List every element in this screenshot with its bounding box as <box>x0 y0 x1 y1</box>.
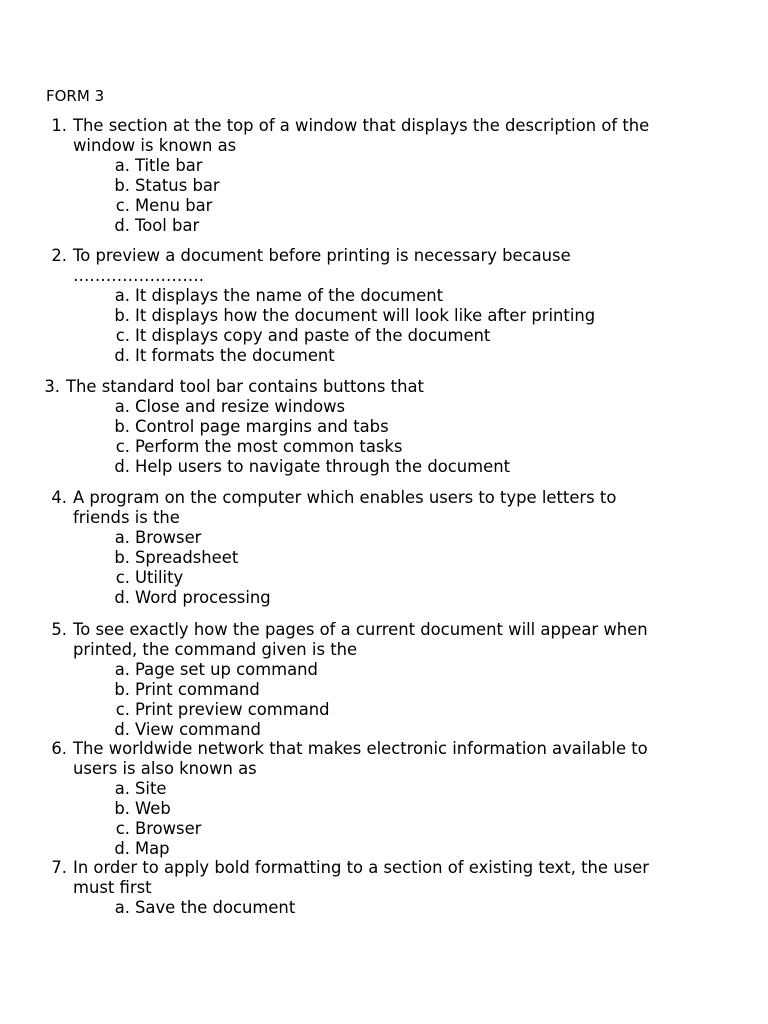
form-heading: FORM 3 <box>46 87 105 105</box>
option-text: Browser <box>135 819 202 838</box>
option-letter: c. <box>115 326 130 345</box>
question-text-line: To see exactly how the pages of a current document will appear when <box>73 620 648 639</box>
option-text: Word processing <box>135 588 271 607</box>
question-number: 6. <box>51 739 67 758</box>
answer-option <box>0 588 740 608</box>
answer-option <box>0 286 740 306</box>
answer-option <box>0 196 740 216</box>
option-text: Browser <box>135 528 202 547</box>
option-letter: a. <box>114 156 130 175</box>
option-letter: a. <box>114 898 130 917</box>
option-letter: d. <box>114 839 130 858</box>
option-text: Site <box>135 779 167 798</box>
option-letter: d. <box>114 588 130 607</box>
answer-option <box>0 819 740 839</box>
question-text-line: The section at the top of a window that displays the description of the <box>73 116 650 135</box>
option-letter: a. <box>114 528 130 547</box>
option-text: Map <box>135 839 170 858</box>
option-letter: b. <box>114 306 130 325</box>
answer-option <box>0 457 740 477</box>
question-5 <box>0 620 740 740</box>
answer-option <box>0 437 740 457</box>
question-text-line: The worldwide network that makes electronic information available to <box>73 739 648 758</box>
question-text-line: In order to apply bold formatting to a section of existing text, the user <box>73 858 649 877</box>
answer-option <box>0 680 740 700</box>
option-text: It displays how the document will look like after printing <box>135 306 596 325</box>
option-letter: a. <box>114 397 130 416</box>
option-letter: d. <box>114 346 130 365</box>
option-letter: b. <box>114 176 130 195</box>
answer-option <box>0 568 740 588</box>
option-text: View command <box>135 720 261 739</box>
option-text: Page set up command <box>135 660 318 679</box>
option-text: Save the document <box>135 898 296 917</box>
question-number: 4. <box>51 488 67 507</box>
question-number: 2. <box>51 246 67 265</box>
answer-option <box>0 326 740 346</box>
question-text-line: To preview a document before printing is necessary because <box>73 246 571 265</box>
question-text-line: …………………… <box>73 266 205 285</box>
option-text: Control page margins and tabs <box>135 417 389 436</box>
option-text: Status bar <box>135 176 220 195</box>
answer-option <box>0 700 740 720</box>
option-letter: c. <box>115 819 130 838</box>
answer-option <box>0 306 740 326</box>
option-text: Tool bar <box>135 216 200 235</box>
answer-option <box>0 548 740 568</box>
question-text-line: window is known as <box>73 136 237 155</box>
answer-option <box>0 417 740 437</box>
option-text: Help users to navigate through the document <box>135 457 511 476</box>
option-text: It displays the name of the document <box>135 286 444 305</box>
question-6 <box>0 739 740 859</box>
option-letter: a. <box>114 660 130 679</box>
answer-option <box>0 898 740 918</box>
answer-option <box>0 346 740 366</box>
option-letter: b. <box>114 799 130 818</box>
option-text: Title bar <box>135 156 203 175</box>
answer-option <box>0 216 740 236</box>
option-text: Print command <box>135 680 260 699</box>
option-text: Perform the most common tasks <box>135 437 403 456</box>
question-4 <box>0 488 740 608</box>
answer-option <box>0 799 740 819</box>
option-text: Print preview command <box>135 700 330 719</box>
answer-option <box>0 660 740 680</box>
option-letter: b. <box>114 680 130 699</box>
option-text: Utility <box>135 568 184 587</box>
option-letter: d. <box>114 720 130 739</box>
question-number: 3. <box>44 377 60 396</box>
option-letter: c. <box>115 196 130 215</box>
question-number: 7. <box>51 858 67 877</box>
option-letter: a. <box>114 779 130 798</box>
question-text-line: printed, the command given is the <box>73 640 358 659</box>
option-letter: c. <box>115 700 130 719</box>
question-text-line: The standard tool bar contains buttons that <box>66 377 424 396</box>
question-number: 1. <box>51 116 67 135</box>
question-1 <box>0 116 740 236</box>
option-text: It displays copy and paste of the document <box>135 326 491 345</box>
option-text: Menu bar <box>135 196 213 215</box>
option-letter: a. <box>114 286 130 305</box>
option-text: It formats the document <box>135 346 335 365</box>
option-text: Web <box>135 799 171 818</box>
question-7 <box>0 858 740 918</box>
question-3 <box>0 377 740 477</box>
question-text-line: friends is the <box>73 508 180 527</box>
option-text: Close and resize windows <box>135 397 346 416</box>
question-text-line: A program on the computer which enables users to type letters to <box>73 488 617 507</box>
option-letter: b. <box>114 548 130 567</box>
answer-option <box>0 720 740 740</box>
question-text-line: must first <box>73 878 152 897</box>
question-2 <box>0 246 740 366</box>
answer-option <box>0 839 740 859</box>
option-letter: c. <box>115 437 130 456</box>
option-text: Spreadsheet <box>135 548 239 567</box>
question-text-line: users is also known as <box>73 759 257 778</box>
question-number: 5. <box>51 620 67 639</box>
option-letter: d. <box>114 457 130 476</box>
answer-option <box>0 156 740 176</box>
option-letter: b. <box>114 417 130 436</box>
option-letter: c. <box>115 568 130 587</box>
answer-option <box>0 176 740 196</box>
answer-option <box>0 528 740 548</box>
answer-option <box>0 397 740 417</box>
answer-option <box>0 779 740 799</box>
option-letter: d. <box>114 216 130 235</box>
